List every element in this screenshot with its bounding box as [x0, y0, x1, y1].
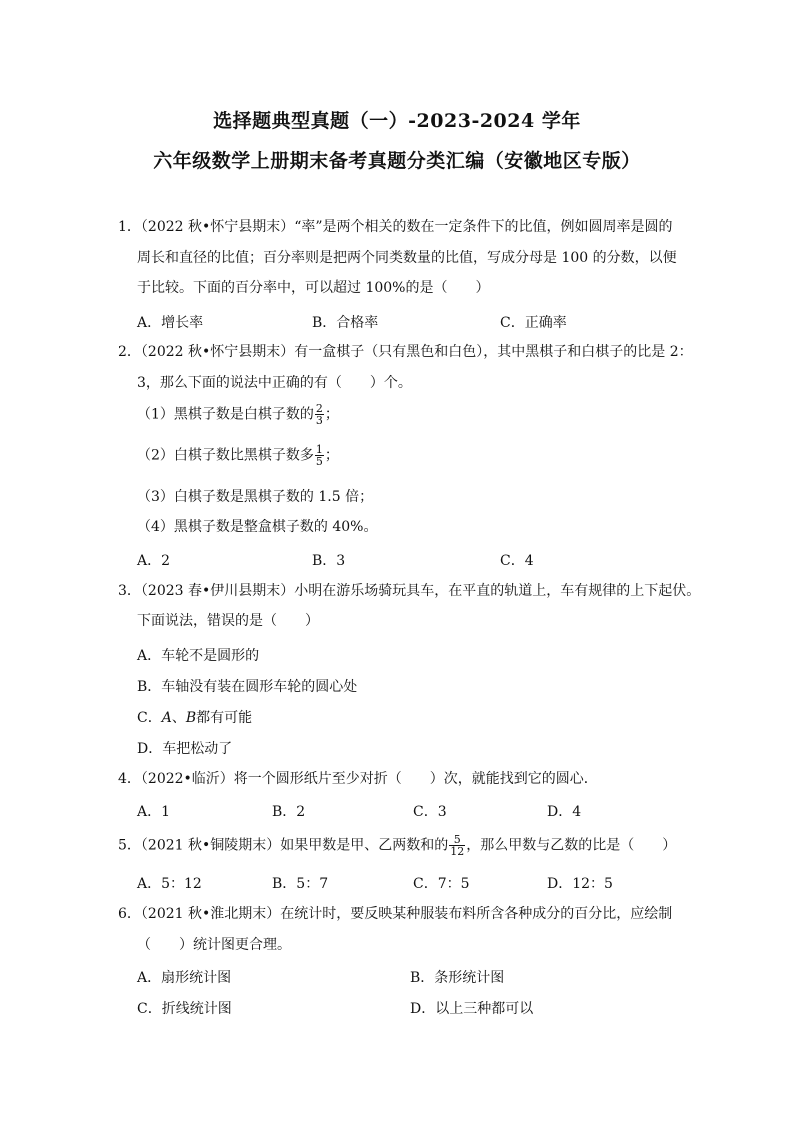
q2-statement-2: [137, 444, 339, 467]
q5-text-pre: 5．（2021 秋•铜陵期末）如果甲数是甲、乙两数和的: [118, 837, 449, 854]
fraction: [315, 444, 324, 467]
q4-option-b[interactable]: B．2: [272, 804, 306, 820]
q3-option-c[interactable]: [137, 707, 252, 727]
q5-text-post: ，那么甲数与乙数的比是（ ）: [466, 837, 677, 854]
q2-option-b[interactable]: B．3: [312, 553, 346, 569]
q2-statement-1-end: ；: [324, 406, 339, 423]
q5-option-a[interactable]: A．5：12: [137, 876, 202, 892]
q2-statement-1-text: （1）黑棋子数是白棋子数的: [137, 406, 314, 423]
q6-option-b[interactable]: B．条形统计图: [410, 970, 505, 986]
q6-line-2: （ ）统计图更合理。: [137, 937, 291, 953]
q4-line-1: 4．（2022•临沂）将一个圆形纸片至少对折（ ）次，就能找到它的圆心．: [118, 771, 598, 787]
q3-option-c-sep: 、: [171, 710, 186, 726]
q3-option-b[interactable]: B．车轴没有装在圆形车轮的圆心处: [137, 679, 358, 695]
title-line-2: 六年级数学上册期末备考真题分类汇编（安徽地区专版）: [153, 150, 641, 172]
q2-statement-2-text: （2）白棋子数比黑棋子数多: [137, 447, 314, 464]
q3-option-c-var-a: A: [161, 710, 172, 726]
q2-statement-4: （4）黑棋子数是整盒棋子数的 40%。: [137, 519, 378, 535]
q1-option-a[interactable]: A．增长率: [137, 315, 204, 331]
q2-line-2: 3，那么下面的说法中正确的有（ ）个。: [137, 375, 412, 391]
q6-option-d[interactable]: D．以上三种都可以: [410, 1001, 534, 1017]
q2-option-c[interactable]: C．4: [500, 553, 534, 569]
q5-line-1: [118, 834, 676, 857]
q5-option-d[interactable]: D．12：5: [547, 876, 613, 892]
fraction: [449, 834, 465, 857]
q4-option-c[interactable]: C．3: [413, 804, 447, 820]
q2-line-1: 2．（2022 秋•怀宁县期末）有一盒棋子（只有黑色和白色），其中黑棋子和白棋子的比是 2：: [118, 344, 693, 360]
q3-option-c-prefix: C．: [137, 710, 162, 726]
q2-option-a[interactable]: A．2: [137, 553, 171, 569]
q2-statement-1: [137, 403, 339, 426]
title-line-1: 选择题典型真题（一）-2023-2024 学年: [213, 110, 581, 132]
fraction: [315, 403, 324, 426]
q3-line-2: 下面说法，错误的是（ ）: [137, 613, 319, 629]
fraction-numerator: 5: [449, 834, 465, 846]
fraction-numerator: 2: [315, 402, 323, 415]
q3-option-a[interactable]: A．车轮不是圆形的: [137, 648, 260, 664]
q3-option-d[interactable]: D．车把松动了: [137, 741, 233, 757]
fraction-denominator: 3: [315, 414, 323, 427]
q1-line-3: 于比较。下面的百分率中，可以超过 100%的是（ ）: [137, 280, 490, 296]
q1-option-b[interactable]: B．合格率: [312, 315, 379, 331]
fraction-denominator: 5: [315, 455, 323, 468]
fraction-numerator: 1: [315, 443, 323, 456]
q1-line-1: 1．（2022 秋•怀宁县期末）“率”是两个相关的数在一定条件下的比值，例如圆周率是圆的: [118, 219, 673, 235]
q3-option-c-text: 都有可能: [196, 710, 253, 726]
q2-statement-2-end: ；: [324, 447, 339, 464]
q2-statement-3: （3）白棋子数是黑棋子数的 1.5 倍；: [137, 489, 374, 505]
q6-option-a[interactable]: A．扇形统计图: [137, 970, 232, 986]
q4-option-a[interactable]: A．1: [137, 804, 171, 820]
q1-option-c[interactable]: C．正确率: [500, 315, 567, 331]
q1-line-2: 周长和直径的比值；百分率则是把两个同类数量的比值，写成分母是 100 的分数，以便: [137, 250, 677, 266]
q6-option-c[interactable]: C．折线统计图: [137, 1001, 232, 1017]
q4-option-d[interactable]: D．4: [547, 804, 582, 820]
q3-option-c-var-b: B: [185, 710, 197, 726]
q3-line-1: 3．（2023 春•伊川县期末）小明在游乐场骑玩具车，在平直的轨道上，车有规律的上下起伏。: [118, 583, 701, 599]
q6-line-1: 6．（2021 秋•淮北期末）在统计时，要反映某种服装布料所含各种成分的百分比，应绘制: [118, 906, 673, 922]
fraction-denominator: 12: [450, 845, 465, 858]
q5-option-c[interactable]: C．7：5: [413, 876, 470, 892]
q5-option-b[interactable]: B．5：7: [272, 876, 329, 892]
